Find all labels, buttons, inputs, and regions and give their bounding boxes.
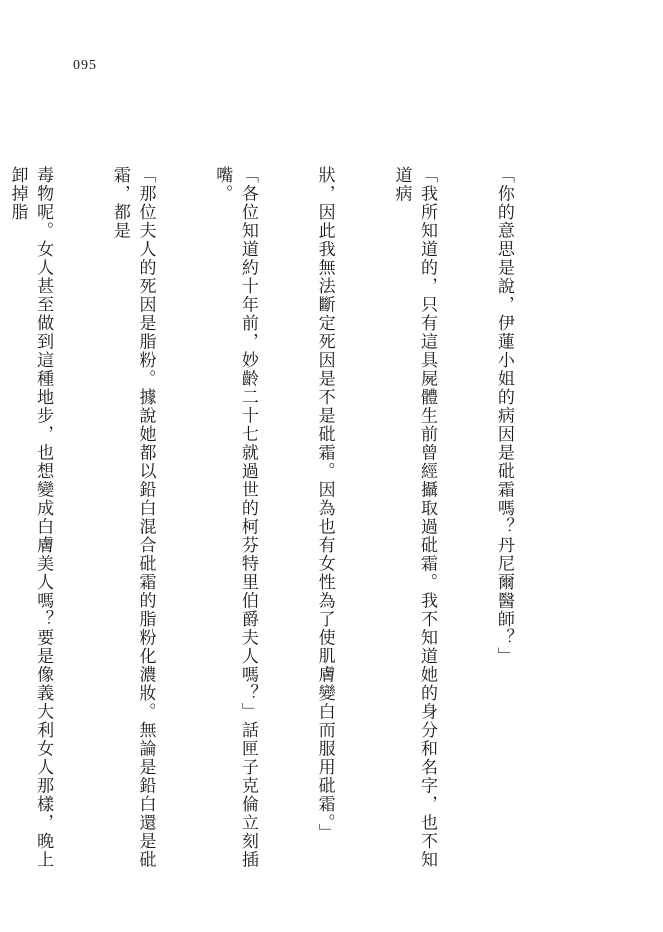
text-line: 「我所知道的，只有這具屍體生前曾經攝取過砒霜。我不知道她的身分和名字，也不知道病 [391,166,438,869]
text-line: 「你的意思是說，伊蓮小姐的病因是砒霜嗎？丹尼爾醫師？」 [493,166,514,666]
text-line: 「那位夫人的死因是脂粉。據說她都以鉛白混合砒霜的脂粉化濃妝。無論是鉛白還是砒霜，都是 [109,166,156,869]
text-line: 毒物呢。女人甚至做到這種地步，也想變成白膚美人嗎？要是像義大利女人那樣，晚上卸掉脂 [7,166,54,869]
vertical-text-block [0,166,567,871]
text-line: 狀，因此我無法斷定死因是不是砒霜。因為也有女性為了使肌膚變白而服用砒霜。」 [314,166,335,842]
text-line: 「各位知道約十年前，妙齡二十七就過世的柯芬特里伯爵夫人嗎？」話匣子克倫立刻插嘴。 [212,166,258,869]
page-number: 095 [73,58,97,73]
